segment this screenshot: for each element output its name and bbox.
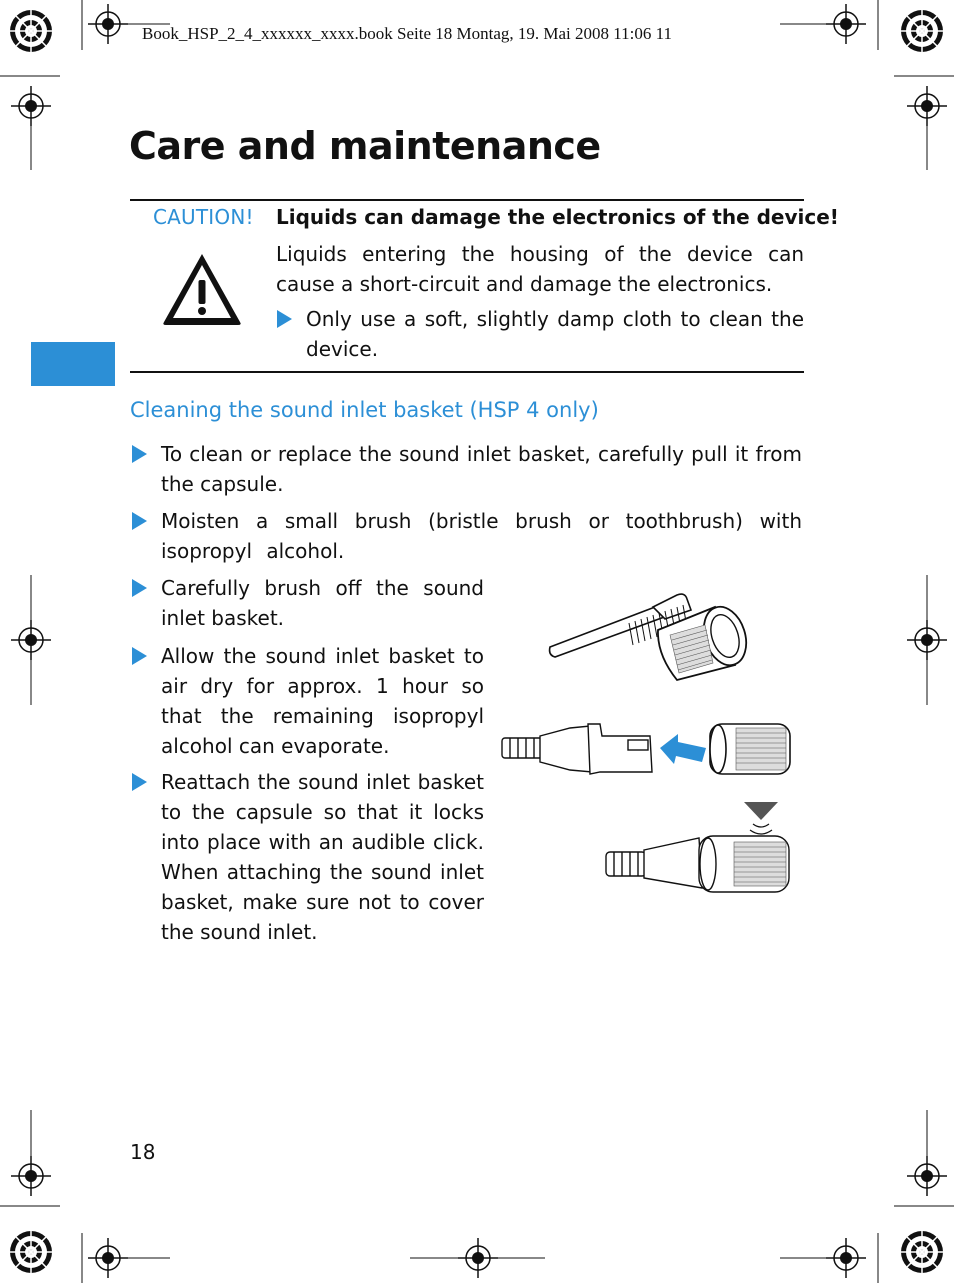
illustration-brushing-basket bbox=[545, 585, 755, 685]
caution-label: CAUTION! bbox=[153, 205, 254, 229]
blue-arrow-left-icon bbox=[660, 734, 706, 764]
bullet-arrow-icon bbox=[132, 579, 147, 597]
bullet-arrow-icon bbox=[132, 647, 147, 665]
step-5: Reattach the sound inlet basket to the capsule so that it locks into place with an audible click. When attaching the sound inlet basket, make sure not to cover the sound inlet. bbox=[130, 767, 484, 947]
star-mark-bottom-right bbox=[901, 1231, 943, 1273]
section-heading: Cleaning the sound inlet basket (HSP 4 only) bbox=[130, 398, 599, 422]
bullet-arrow-icon bbox=[132, 773, 147, 791]
step-3: Carefully brush off the sound inlet basket. bbox=[130, 573, 484, 633]
chapter-tab bbox=[31, 342, 115, 386]
step-1: To clean or replace the sound inlet basket, carefully pull it from the capsule. bbox=[130, 439, 802, 499]
step-4: Allow the sound inlet basket to air dry for approx. 1 hour so that the remaining isopropyl alcohol can evaporate. bbox=[130, 641, 484, 761]
warning-triangle-icon bbox=[160, 250, 244, 328]
caution-body bbox=[276, 239, 804, 364]
printer-slug-line: Book_HSP_2_4_xxxxxx_xxxx.book Seite 18 Montag, 19. Mai 2008 11:06 11 bbox=[142, 24, 672, 43]
caution-instruction: Only use a soft, slightly damp cloth to clean the device. bbox=[276, 304, 804, 364]
caution-top-rule bbox=[130, 199, 804, 201]
caution-description: Liquids entering the housing of the device can cause a short-circuit and damage the electronics. bbox=[276, 242, 804, 296]
illustration-removing-basket bbox=[500, 718, 800, 780]
star-mark-top-left bbox=[10, 10, 52, 52]
page-title: Care and maintenance bbox=[129, 124, 601, 168]
illustration-attaching-basket bbox=[604, 800, 800, 898]
bullet-arrow-icon bbox=[132, 445, 147, 463]
registration-mark-icon bbox=[11, 1156, 51, 1196]
click-triangle-icon bbox=[744, 802, 778, 820]
bullet-arrow-icon bbox=[132, 512, 147, 530]
page-number: 18 bbox=[130, 1140, 156, 1164]
star-mark-bottom-left bbox=[10, 1231, 52, 1273]
step-2: Moisten a small brush (bristle brush or toothbrush) with isopropyl alcohol. bbox=[130, 506, 802, 566]
bullet-arrow-icon bbox=[277, 310, 292, 328]
caution-heading: Liquids can damage the electronics of the device! bbox=[276, 205, 839, 229]
star-mark-top-right bbox=[901, 10, 943, 52]
registration-mark-icon bbox=[907, 1156, 947, 1196]
caution-bottom-rule bbox=[130, 371, 804, 373]
